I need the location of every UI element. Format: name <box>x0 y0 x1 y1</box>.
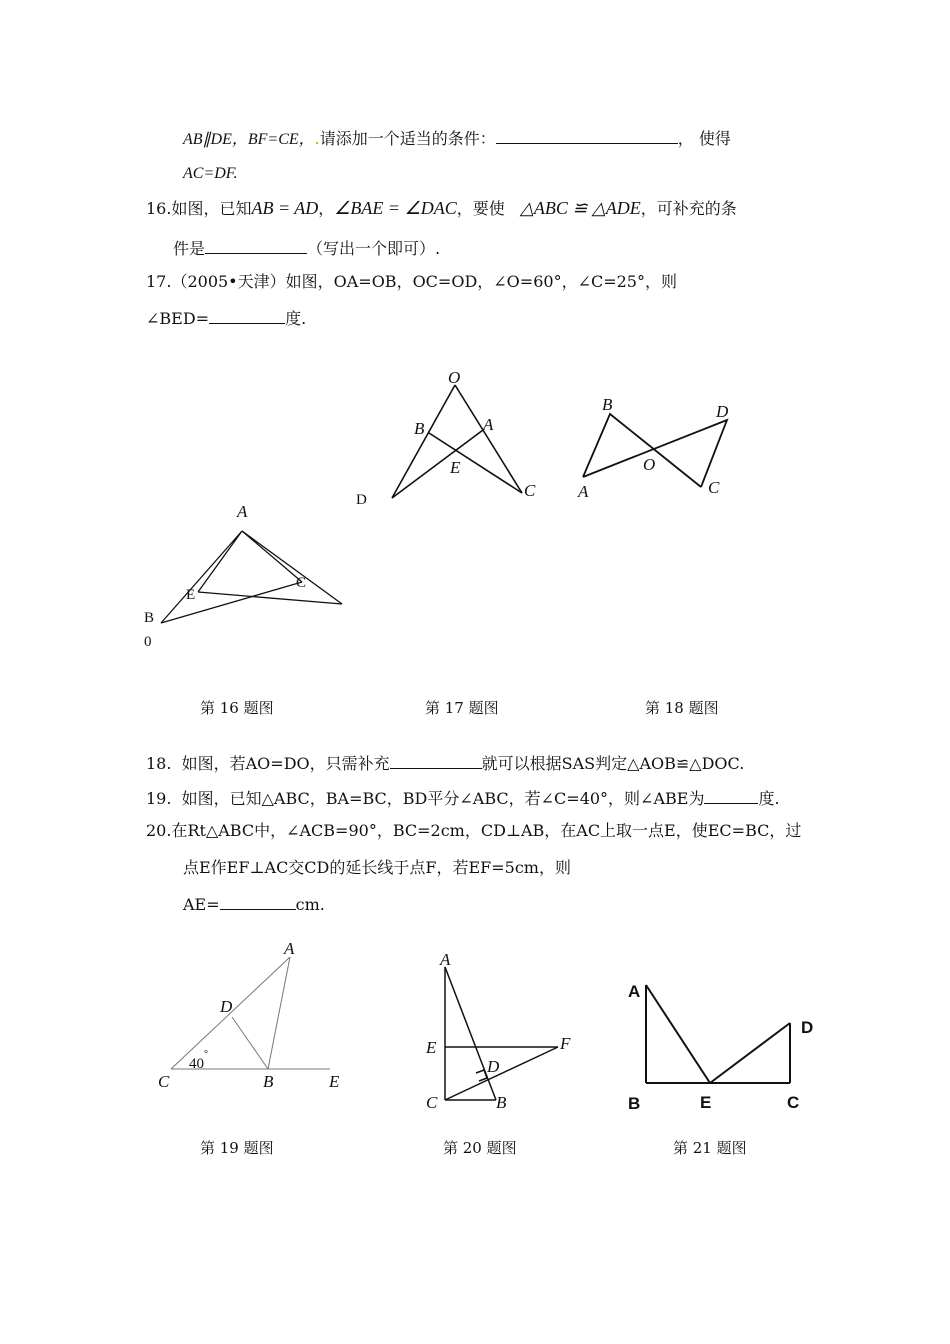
fig19-label-d: D <box>220 997 233 1016</box>
fig20-label-c: C <box>426 1093 438 1112</box>
q15-line1: AB∥DE，BF=CE，.请添加一个适当的条件： ， 使得 <box>183 129 731 148</box>
fig18-label-b: B <box>602 395 613 414</box>
q20-answer-blank[interactable] <box>220 893 296 910</box>
q16-line1 <box>146 198 737 219</box>
q17-number: 17. <box>146 272 172 291</box>
fig20-label-f: F <box>560 1034 571 1053</box>
q20-line1 <box>146 821 801 841</box>
caption-fig16: 第 16 题图 <box>200 699 274 717</box>
fig16-line-a-c <box>242 531 302 582</box>
q20-line3-post: cm. <box>295 895 325 914</box>
fig20-label-b: B <box>496 1093 507 1112</box>
fig17-label-a: A <box>483 415 494 434</box>
caption-fig17: 第 17 题图 <box>425 699 499 717</box>
fig19-label-b: B <box>263 1072 274 1091</box>
q17-line2-pre: ∠BED= <box>146 309 210 328</box>
figure-18 <box>570 390 750 510</box>
fig18-path-a-b-c <box>583 414 701 487</box>
fig17-line-bc <box>429 433 522 493</box>
fig21-label-d: D <box>801 1018 814 1037</box>
fig17-label-b: B <box>414 419 425 438</box>
fig19-label-e: E <box>329 1072 340 1091</box>
q16-math-ab-ad: AB = AD <box>251 198 319 218</box>
fig18-label-o: O <box>643 455 656 474</box>
q16-math-angles: ∠BAE = ∠DAC <box>334 198 457 218</box>
q19-line <box>146 787 780 809</box>
q17-answer-blank[interactable] <box>209 307 285 324</box>
fig16-line-b-c <box>161 582 302 623</box>
fig20-right-angle-d <box>476 1070 487 1081</box>
fig16-line-a-far <box>242 531 342 604</box>
fig16-label-e: E <box>186 587 196 603</box>
q18-line <box>146 752 744 774</box>
fig17-label-d: D <box>356 492 367 508</box>
q16-sep: ， <box>318 199 335 218</box>
q15-after: ， 使得 <box>677 129 731 148</box>
q20-line3-pre: AE= <box>183 895 220 914</box>
fig18-label-d: D <box>716 402 729 421</box>
q17-line2 <box>146 307 306 329</box>
figure-20 <box>420 945 590 1120</box>
q16-line2-pre: 件是 <box>173 239 206 258</box>
caption-fig19: 第 19 题图 <box>200 1139 274 1157</box>
q19-answer-blank[interactable] <box>704 787 758 804</box>
fig18-label-c: C <box>708 478 720 497</box>
fig16-path-e-a-b <box>161 531 242 623</box>
q18-pre: 如图，若AO=DO，只需补充 <box>181 754 390 773</box>
q18-post: 就可以根据SAS判定△AOB≌△DOC. <box>481 754 745 773</box>
fig17-label-o: O <box>448 368 461 387</box>
q17-line2-post: 度. <box>285 309 307 328</box>
fig19-label-c: C <box>158 1072 170 1091</box>
fig21-label-c: C <box>787 1093 800 1112</box>
fig17-label-c: C <box>524 481 536 500</box>
fig16-label-b: B <box>144 610 155 626</box>
q20-line1-text: 在Rt△ABC中，∠ACB=90°，BC=2cm，CD⊥AB，在AC上取一点E，使EC=BC，过 <box>171 821 802 840</box>
fig16-label-c: C <box>296 575 307 591</box>
q19-pre: 如图，已知△ABC，BA=BC，BD平分∠ABC，若∠C=40°，则∠ABE为 <box>181 789 705 808</box>
q16-answer-blank[interactable] <box>205 237 307 254</box>
figure-21 <box>620 975 830 1120</box>
fig21-label-e: E <box>700 1093 712 1112</box>
fig17-line-od <box>392 385 455 498</box>
fig21-line-a-e <box>646 985 710 1083</box>
q19-post: 度. <box>758 789 780 808</box>
fig18-label-a: A <box>578 482 589 501</box>
fig18-path-a-d-c <box>583 420 727 487</box>
fig21-label-a: A <box>628 982 641 1001</box>
caption-fig18: 第 18 题图 <box>645 699 719 717</box>
q20-number: 20. <box>146 821 172 840</box>
q16-number: 16. <box>146 199 172 218</box>
q18-number: 18. <box>146 754 172 773</box>
fig17-line-oc <box>455 385 522 493</box>
fig16-label-zero: 0 <box>144 634 152 650</box>
q16-math-congruent: △ABC ≌ △ADE <box>519 198 641 218</box>
figure-17 <box>340 360 550 520</box>
q16-mid: ，要使 <box>456 199 505 218</box>
caption-fig21: 第 21 题图 <box>673 1139 747 1157</box>
q16-suffix: ，可补充的条 <box>640 199 737 218</box>
fig20-label-d: D <box>487 1057 500 1076</box>
fig17-label-e: E <box>450 458 461 477</box>
fig21-line-e-d <box>710 1023 790 1083</box>
q18-answer-blank[interactable] <box>390 752 482 769</box>
fig19-line-d-b <box>232 1017 268 1069</box>
q15-text: 请添加一个适当的条件： <box>319 129 496 148</box>
figure-16 <box>140 500 360 650</box>
q19-number: 19. <box>146 789 172 808</box>
q16-line2-post: （写出一个即可）. <box>307 239 441 258</box>
fig20-label-a: A <box>440 950 451 969</box>
fig19-line-b-a <box>268 957 290 1069</box>
q16-prefix: 如图，已知 <box>171 199 252 218</box>
fig16-label-a: A <box>237 502 248 521</box>
fig17-line-ad <box>392 430 483 498</box>
fig16-line-e-far <box>198 592 342 604</box>
figure-19 <box>150 935 360 1095</box>
q17-line1 <box>146 272 677 292</box>
fig19-angle-degree: ° <box>204 1049 208 1060</box>
fig21-label-b: B <box>628 1094 641 1113</box>
q15-line2: AC=DF. <box>183 165 238 182</box>
q20-line2: 点E作EF⊥AC交CD的延长线于点F，若EF=5cm，则 <box>183 858 571 877</box>
q15-answer-blank[interactable] <box>496 127 678 144</box>
q20-line3 <box>183 893 325 915</box>
fig19-label-a: A <box>284 939 295 958</box>
q17-text: （2005•天津）如图，OA=OB，OC=OD，∠O=60°，∠C=25°，则 <box>171 272 677 291</box>
q16-line2 <box>173 237 440 259</box>
q15-condition: AB∥DE，BF=CE， <box>183 131 315 148</box>
fig20-label-e: E <box>426 1038 437 1057</box>
caption-fig20: 第 20 题图 <box>443 1139 517 1157</box>
fig19-angle-value: 40 <box>189 1056 204 1072</box>
